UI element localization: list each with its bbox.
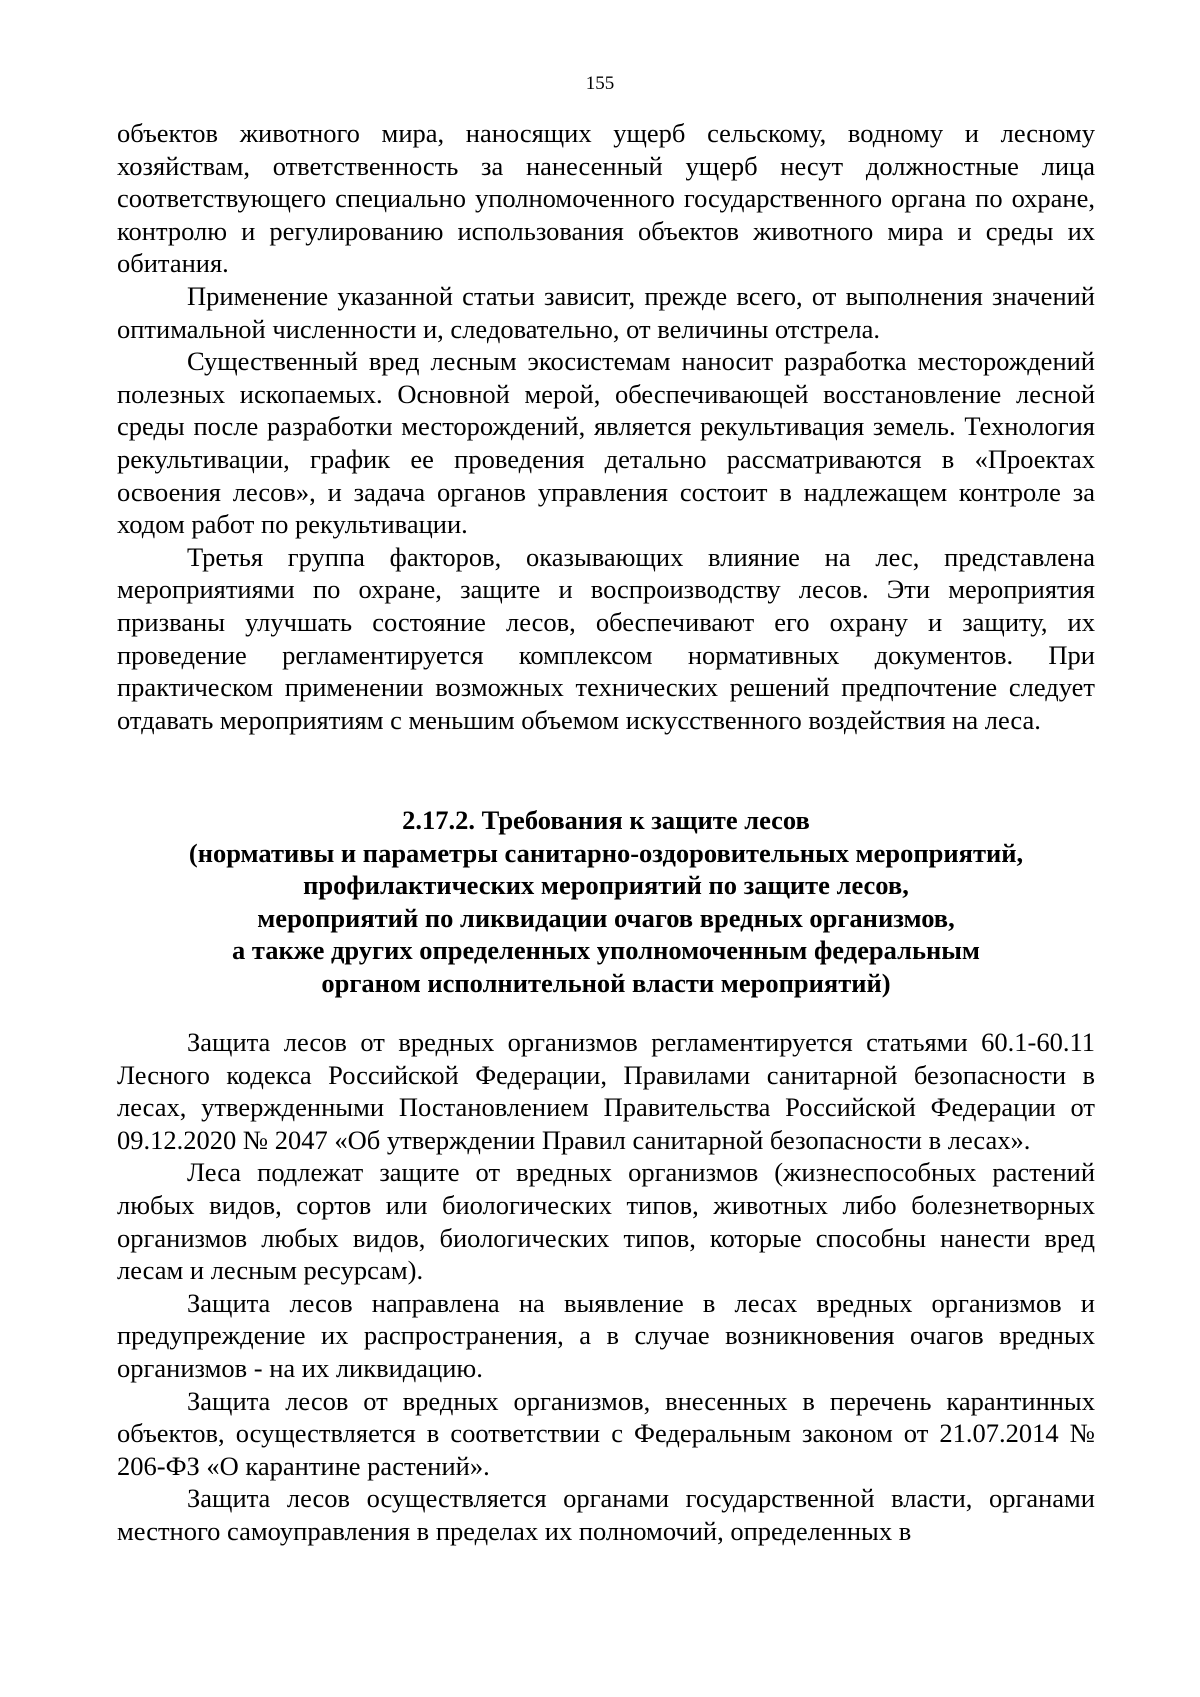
page-number: 155 bbox=[585, 73, 615, 94]
section-heading-line: а также других определенных уполномоченным федеральным bbox=[232, 935, 980, 966]
paragraph-authorities: Защита лесов осуществляется органами государственной власти, органами местного самоуправления в пределах их полномочий, определенных в bbox=[117, 1483, 1095, 1546]
section-heading bbox=[117, 804, 1095, 1000]
section-heading-line: профилактических мероприятий по защите лесов, bbox=[303, 870, 909, 901]
paragraph-third-group-factors: Третья группа факторов, оказывающих влияние на лес, представлена мероприятиями по охране, защите и воспроизводству лесов. Эти мероприятия призваны улучшать состояние лесов, обеспечивают его охрану и защиту, их проведение регламентируется комплексом нормативных документов. При практическом применении возможных технических решений предпочтение следует отдавать мероприятиям с меньшим объемом искусственного воздействия на леса. bbox=[117, 541, 1095, 735]
paragraph-article-application: Применение указанной статьи зависит, прежде всего, от выполнения значений оптимальной численности и, следовательно, от величины отстрела. bbox=[117, 280, 1095, 344]
paragraph-harmful-organisms: Леса подлежат защите от вредных организмов (жизнеспособных растений любых видов, сортов или биологических типов, животных либо болезнетворных организмов любых видов, биологических типов, которые способны нанести вред лесам и лесным ресурсам). bbox=[117, 1157, 1095, 1286]
paragraph-mineral-extraction: Существенный вред лесным экосистемам наносит разработка месторождений полезных ископаемых. Основной мерой, обеспечивающей восстановление лесной среды после разработки месторождений, является рекультивация земель. Технология рекультивации, график ее проведения детально рассматриваются в «Проектах освоения лесов», и задача органов управления состоит в надлежащем контроле за ходом работ по рекультивации. bbox=[117, 346, 1095, 540]
section-heading-line: (нормативы и параметры санитарно-оздоровительных мероприятий, bbox=[188, 837, 1024, 868]
text-block-intro bbox=[117, 117, 1095, 736]
section-heading-line: органом исполнительной власти мероприятий) bbox=[321, 967, 891, 998]
text-block-forest-protection bbox=[117, 1026, 1095, 1548]
paragraph-quarantine: Защита лесов от вредных организмов, внесенных в перечень карантинных объектов, осуществляется в соответствии с Федеральным законом от 21.07.2014 № 206-ФЗ «О карантине растений». bbox=[117, 1385, 1095, 1481]
paragraph-continuation: объектов животного мира, наносящих ущерб сельскому, водному и лесному хозяйствам, ответственность за нанесенный ущерб несут должностные лица соответствующего специально уполномоченного государственного органа по охране, контролю и регулированию использования объектов животного мира и среды их обитания. bbox=[117, 118, 1095, 279]
paragraph-protection-purpose: Защита лесов направлена на выявление в лесах вредных организмов и предупреждение их распространения, а в случае возникновения очагов вредных организмов - на их ликвидацию. bbox=[117, 1287, 1095, 1383]
section-heading-title: 2.17.2. Требования к защите лесов bbox=[402, 805, 810, 835]
section-heading-line: мероприятий по ликвидации очагов вредных организмов, bbox=[257, 902, 955, 933]
paragraph-regulation: Защита лесов от вредных организмов регламентируется статьями 60.1-60.11 Лесного кодекса Российской Федерации, Правилами санитарной безопасности в лесах, утвержденными Постановлением Правительства Российской Федерации от 09.12.2020 № 2047 «Об утверждении Правил санитарной безопасности в лесах». bbox=[117, 1027, 1095, 1155]
